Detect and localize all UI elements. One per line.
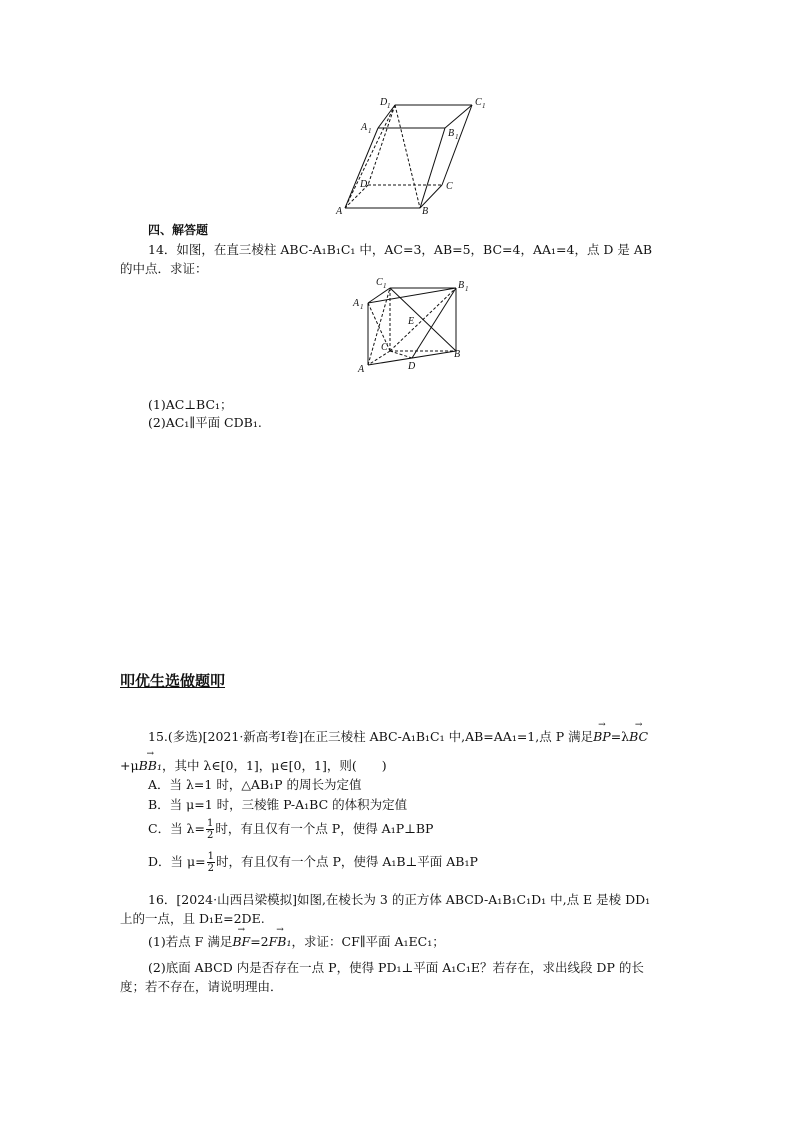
q15-option-b: B．当 μ=1 时，三棱锥 P-A₁BC 的体积为定值 — [148, 797, 408, 812]
svg-text:1: 1 — [368, 127, 372, 135]
label-A: A — [336, 206, 343, 217]
parallelepiped-figure — [330, 95, 500, 220]
label-C: C — [381, 342, 388, 353]
label-B1: B — [448, 128, 455, 139]
label-A: A — [358, 364, 365, 375]
svg-text:1: 1 — [482, 102, 486, 110]
q15-option-a: A．当 λ=1 时，△AB₁P 的周长为定值 — [148, 777, 362, 792]
q16-part2-line1: (2)底面 ABCD 内是否存在一点 P，使得 PD₁⊥平面 A₁C₁E？若存在，求出线段 DP 的长 — [148, 960, 644, 975]
svg-text:1: 1 — [383, 282, 387, 290]
fraction-one-half: $\frac{1}{2}$ — [206, 818, 214, 841]
svg-text:1: 1 — [455, 133, 459, 141]
label-A1: A — [353, 298, 360, 309]
vector-bc: → BC — [629, 729, 648, 744]
label-B: B — [422, 206, 429, 217]
label-D: D — [408, 361, 416, 372]
section-title: 四、解答题 — [148, 223, 209, 237]
fraction-one-half: $\frac{1}{2}$ — [207, 851, 214, 874]
vector-bp: → BP — [593, 729, 611, 744]
vector-bb1: → BB₁ — [139, 758, 162, 773]
q14-line1: 14．如图，在直三棱柱 ABC-A₁B₁C₁ 中，AC=3，AB=5，BC=4，AA₁=4，点 D 是 AB — [148, 242, 653, 257]
q16-line2: 上的一点，且 D₁E=2DE. — [120, 911, 265, 926]
label-C: C — [446, 181, 453, 192]
svg-text:1: 1 — [465, 285, 469, 293]
svg-text:1: 1 — [387, 102, 391, 110]
svg-text:1: 1 — [360, 303, 364, 311]
q16-line1: 16．[2024·山西吕梁模拟]如图,在棱长为 3 的正方体 ABCD-A₁B₁C₁D₁ 中,点 E 是棱 DD₁ — [148, 892, 651, 907]
q15-line2: +μ→ BB₁，其中 λ∈[0，1]，μ∈[0，1]，则( ) — [120, 756, 387, 774]
q15-option-c: C．当 λ= $\frac{1}{2}$ 时，有且仅有一个点 P，使得 A₁P⊥BP — [148, 818, 434, 841]
label-C1: C — [376, 277, 383, 288]
label-B1: B — [458, 280, 465, 291]
q14-part1: (1)AC⊥BC₁； — [148, 397, 233, 412]
q14-part2: (2)AC₁∥平面 CDB₁. — [148, 415, 262, 430]
selected-problems-heading: 叩优生选做题叩 — [120, 672, 226, 690]
label-D1: D — [380, 97, 388, 108]
q16-part1: (1)若点 F 满足→ BF=2→ FB₁，求证：CF∥平面 A₁EC₁； — [148, 932, 445, 950]
q15-line1: 15.(多选)[2021·新高考Ⅰ卷]在正三棱柱 ABC-A₁B₁C₁ 中,AB=AA₁=1,点 P 满足→ BP=λ→ BC — [148, 727, 648, 745]
label-D: D — [360, 179, 368, 190]
q15-option-d: D．当 μ= $\frac{1}{2}$ 时，有且仅有一个点 P，使得 A₁B⊥平面 AB₁P — [148, 851, 478, 874]
label-C1: C — [475, 97, 482, 108]
vector-fb1: → FB₁ — [269, 934, 292, 949]
q14-line2: 的中点．求证： — [120, 261, 208, 276]
label-A1: A — [361, 122, 368, 133]
q16-part2-line2: 度；若不存在，请说明理由． — [120, 979, 283, 994]
prism-figure — [346, 273, 476, 378]
label-E: E — [408, 316, 415, 327]
label-B: B — [454, 349, 461, 360]
vector-bf: → BF — [232, 934, 250, 949]
